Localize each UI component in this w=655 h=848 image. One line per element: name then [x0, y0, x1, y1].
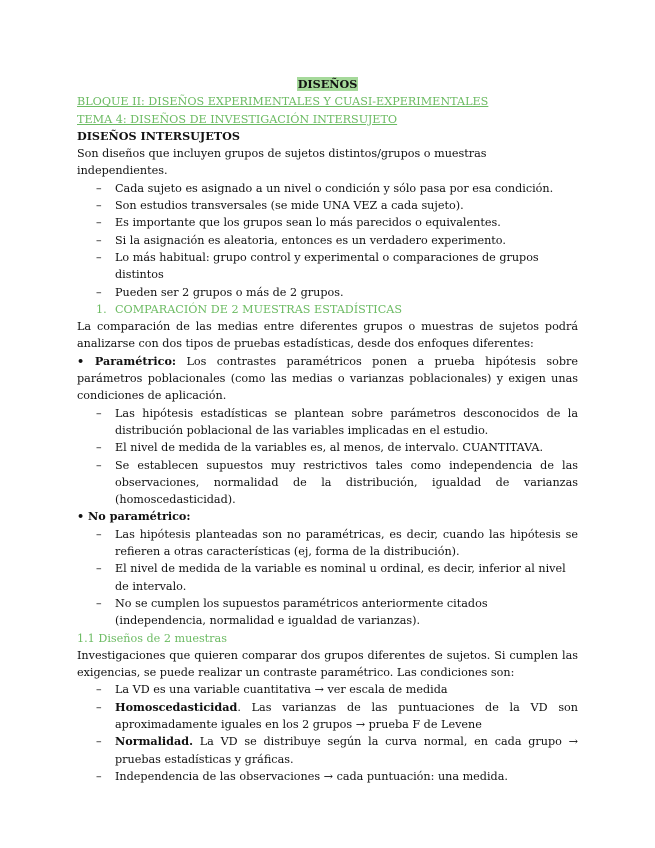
designs-heading: 1.1 Diseños de 2 muestras — [77, 631, 227, 645]
document-content — [77, 76, 578, 785]
list-item: – La VD es una variable cuantitativa → ver escala de medida — [77, 681, 578, 698]
designs-conditions-list — [77, 681, 578, 785]
list-item: – Pueden ser 2 grupos o más de 2 grupos. — [77, 284, 578, 301]
section-intro: Son diseños que incluyen grupos de sujetos distintos/grupos o muestras independientes. — [77, 147, 487, 178]
list-item: – El nivel de medida de la variable es nominal u ordinal, es decir, inferior al nivel de intervalo. — [77, 560, 578, 595]
list-item: – Lo más habitual: grupo control y experimental o comparaciones de grupos distintos — [77, 249, 578, 284]
list-item: – Es importante que los grupos sean lo más parecidos o equivalentes. — [77, 214, 578, 231]
designs-intro: Investigaciones que quieren comparar dos grupos diferentes de sujetos. Si cumplen las exigencias, se puede realizar un contraste paramétrico. Las condiciones son: — [77, 648, 578, 680]
list-item: – Las hipótesis planteadas son no paramétricas, es decir, cuando las hipótesis se refieren a otras características (ej, forma de la distribución). — [77, 526, 578, 561]
nonparametric-bullet-list — [77, 526, 578, 630]
list-item: – El nivel de medida de la variables es, al menos, de intervalo. CUANTITAVA. — [77, 439, 578, 456]
section-heading: DISEÑOS INTERSUJETOS — [77, 128, 240, 143]
list-item: – No se cumplen los supuestos paramétricos anteriormente citados (independencia, normalidad e igualdad de varianzas). — [77, 595, 578, 630]
list-item: – Normalidad. La VD se distribuye según la curva normal, en cada grupo → pruebas estadísticas y gráficas. — [77, 733, 578, 768]
list-item: – Si la asignación es aleatoria, entonces es un verdadero experimento. — [77, 232, 578, 249]
list-item: – Homoscedasticidad. Las varianzas de las puntuaciones de la VD son aproximadamente iguales en los 2 grupos → prueba F de Levene — [77, 699, 578, 734]
parametric-bullet-list — [77, 405, 578, 509]
comparison-intro: La comparación de las medias entre diferentes grupos o muestras de sujetos podrá analizarse con dos tipos de pruebas estadísticas, desde dos enfoques diferentes: — [77, 320, 578, 351]
parametric-paragraph: • Paramétrico: Los contrastes paramétricos ponen a prueba hipótesis sobre parámetros poblacionales (como las medias o varianzas poblacionales) y exigen unas condiciones de aplicación. — [77, 353, 578, 403]
topic-heading: TEMA 4: DISEÑOS DE INVESTIGACIÓN INTERSUJETO — [77, 112, 398, 126]
document-title: DISEÑOS — [297, 77, 358, 91]
list-item: – Se establecen supuestos muy restrictivos tales como independencia de las observaciones, normalidad de la distribución, igualdad de varianzas (homoscedasticidad). — [77, 457, 578, 509]
list-item: – Las hipótesis estadísticas se plantean sobre parámetros desconocidos de la distribución poblacional de las variables implicadas en el estudio. — [77, 405, 578, 440]
parametric-label: • Paramétrico: — [77, 353, 177, 368]
list-item: – Son estudios transversales (se mide UNA VEZ a cada sujeto). — [77, 197, 578, 214]
list-item: – Independencia de las observaciones → cada puntuación: una medida. — [77, 768, 578, 785]
nonparametric-label: • No paramétrico: — [77, 509, 191, 524]
block-heading: BLOQUE II: DISEÑOS EXPERIMENTALES Y CUASI-EXPERIMENTALES — [77, 95, 489, 109]
list-item: – Cada sujeto es asignado a un nivel o condición y sólo pasa por esa condición. — [77, 180, 578, 197]
section-bullet-list — [77, 180, 578, 301]
comparison-heading: 1. COMPARACIÓN DE 2 MUESTRAS ESTADÍSTICAS — [96, 302, 403, 316]
